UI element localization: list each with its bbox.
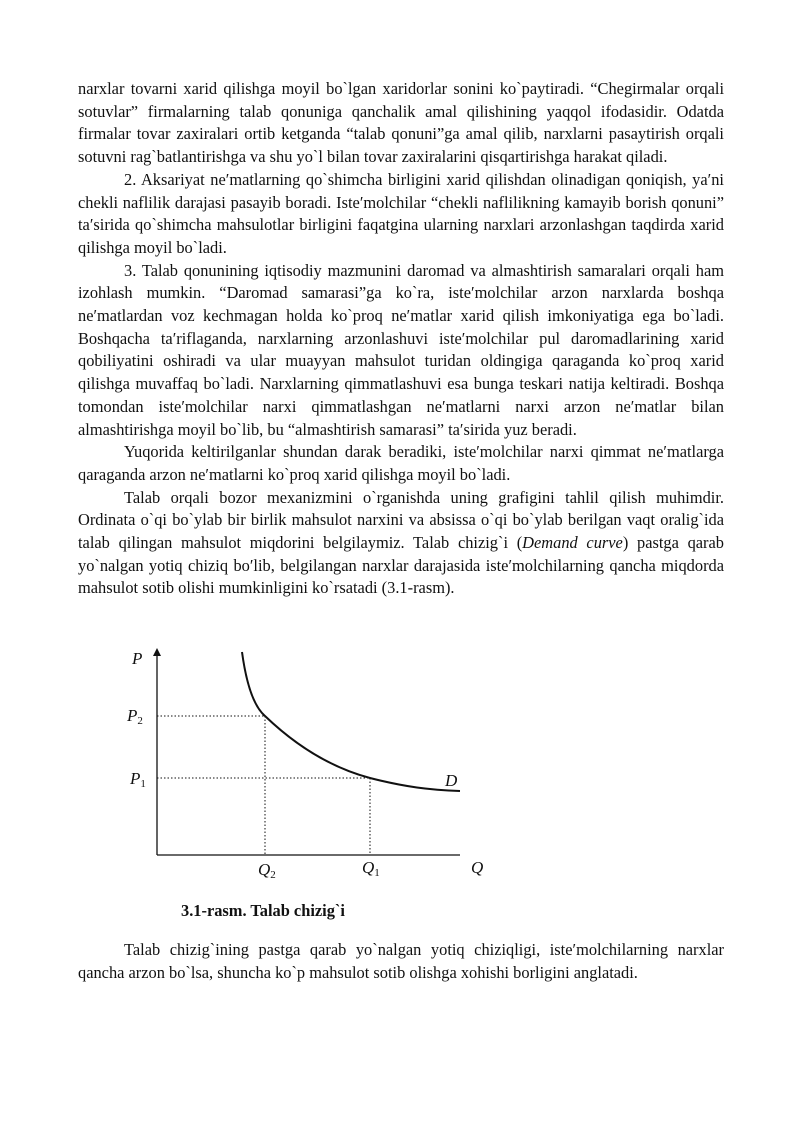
paragraph: Talab chizig`ining pastga qarab yo`nalgan yotiq chiziqligi, iste′molchilarning narxlar qancha arzon bo`lsa, shuncha ko`p mahsulot sotib olishga xohishi borligini anglatadi. [78, 940, 724, 982]
paragraph: narxlar tovarni xarid qilishga moyil bo`lgan xaridorlar sonini ko`paytiradi. “Chegirmalar orqali sotuvlar” firmalarning talab qonuniga qanchalik amal qilishining yaqqol ifodasidir. Odatda firmalar tovar zaxiralari ortib ketganda “talab qonuni”ga amal qilib, narxlarni pasaytirish orqali sotuvni rag`batlantirishga va shu yo`l bilan tovar zaxiralarini qisqartirishga harakat qiladi. [78, 79, 724, 167]
paragraph: Yuqorida keltirilganlar shundan darak beradiki, iste′molchilar narxi qimmat ne′matlarga qaraganda arzon ne′matlarni ko`proq xarid qilishga moyil bo`ladi. [78, 442, 724, 484]
body-text-bottom [78, 939, 724, 984]
demand-curve-figure [120, 644, 510, 884]
demand-curve-term: Demand curve [522, 533, 623, 553]
y-axis-label: P [132, 649, 143, 668]
body-text-top [78, 78, 724, 600]
paragraph: 3. Talab qonunining iqtisodiy mazmunini daromad va almashtirish samaralari orqali ham izohlash mumkin. “Daromad samarasi”ga ko`ra, iste′molchilar arzon narxlarda boshqa ne′matlardan voz kechmagan holda ko`proq ne′matlar xarid qilish imkoniyatiga ega bo`ladi. Boshqacha ta′riflaganda, narxlarning arzonlashuvi iste′molchilar pul daromadlarining xarid qobiliyatini oshiradi va ular muayyan mahsulot turidan oldingiga qaraganda ko`proq xarid qilishga muvaffaq bo`ladi. Narxlarning qimmatlashuvi esa bunga teskari natija keltiradi. Boshqa tomondan iste′molchilar narxi qimmatlashgan ne′matlarni narxi arzon ne′matlar bilan almashtirishga moyil bo`lib, bu “almashtirish samarasi” ta′sirida yuz beradi. [78, 260, 724, 439]
p2-label: P2 [127, 706, 143, 727]
figure-caption: 3.1-rasm. Talab chizig`i [181, 901, 345, 920]
paragraph-demand-curve [78, 487, 724, 601]
q2-label: Q2 [258, 860, 276, 881]
demand-curve-graph [120, 644, 510, 884]
curve-label: D [445, 771, 458, 790]
paragraph-text: Talab orqali bozor mexanizmini o`rganishda uning grafigini tahlil qilish muhimdir. Ordinata o`qi bo`ylab bir birlik mahsulot narxini va absissa o`qi bo`ylab berilgan vaqt oralig`ida talab qilingan mahsulot miqdorini belgilaymiz. Talab chizig`i ( [78, 487, 724, 553]
q1-label: Q1 [362, 858, 380, 879]
paragraph: 2. Aksariyat ne′matlarning qo`shimcha birligini xarid qilishdan olinadigan qoniqish, ya′ni chekli naflilik darajasi pasayib boradi. Iste′molchilar “chekli naflilikning kamayib borish qonuni” ta′sirida qo`shimcha mahsulotlar birligini faqatgina ularning narxlari arzonlashgan taqdirda xarid qilishga moyil bo`ladi. [78, 169, 724, 257]
demand-curve-line [242, 652, 460, 791]
paragraph-text: ) pastga qarab yo`nalgan yotiq chiziq bo′lib, belgilangan narxlar darajasida iste′molchilarning qancha miqdorda mahsulot sotib olishi mumkinligini ko`rsatadi (3.1-rasm). [78, 533, 724, 598]
p1-label: P1 [130, 769, 146, 790]
x-axis-label: Q [471, 858, 484, 877]
